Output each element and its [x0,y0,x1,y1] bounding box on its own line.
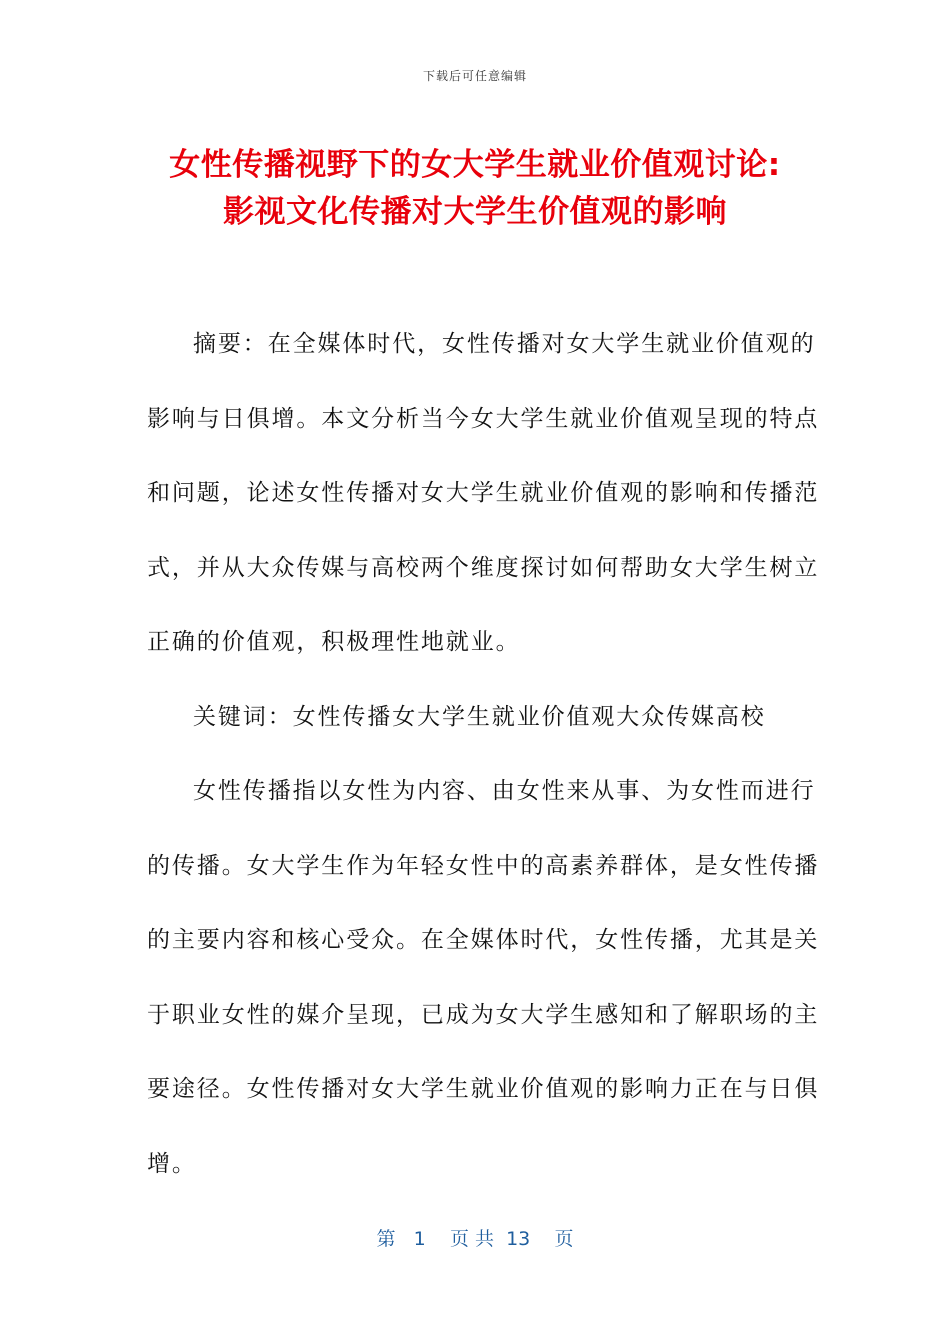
current-page-number: 1 [413,1228,426,1250]
intro-paragraph [147,754,820,1201]
text-line: 的主要内容和核心受众。在全媒体时代，女性传播，尤其是关 [147,927,820,953]
text-line: 女性传播指以女性为内容、由女性来从事、为女性而进行 [193,778,816,804]
header-note: 下载后可任意编辑 [422,69,527,83]
abstract-paragraph [147,307,820,680]
title-line-2: 影视文化传播对大学生价值观的影响 [223,194,727,230]
keywords-paragraph [147,680,793,755]
text-line: 正确的价值观，积极理性地就业。 [147,629,521,655]
text-line: 和问题，论述女性传播对女大学生就业价值观的影响和传播范 [147,480,820,506]
document-title [100,142,850,236]
footer-label-of: 页 共 [449,1228,494,1250]
footer-label-page: 第 [376,1228,396,1250]
page-footer [0,1224,950,1251]
text-line: 要途径。女性传播对女大学生就业价值观的影响力正在与日俱 [147,1076,820,1102]
text-line: 影响与日俱增。本文分析当今女大学生就业价值观呈现的特点 [147,405,820,432]
text-line: 于职业女性的媒介呈现，已成为女大学生感知和了解职场的主 [147,1001,820,1028]
text-line: 摘要：在全媒体时代，女性传播对女大学生就业价值观的 [193,331,816,357]
document-body [147,307,820,1201]
total-pages-number: 13 [506,1228,531,1250]
text-line: 关键词：女性传播女大学生就业价值观大众传媒高校 [193,703,766,730]
title-line-1: 女性传播视野下的女大学生就业价值观讨论: [169,147,781,183]
text-line: 的传播。女大学生作为年轻女性中的高素养群体，是女性传播 [147,852,820,879]
text-line: 增。 [147,1150,197,1177]
text-line: 式，并从大众传媒与高校两个维度探讨如何帮助女大学生树立 [147,554,820,581]
footer-label-end: 页 [554,1228,574,1250]
